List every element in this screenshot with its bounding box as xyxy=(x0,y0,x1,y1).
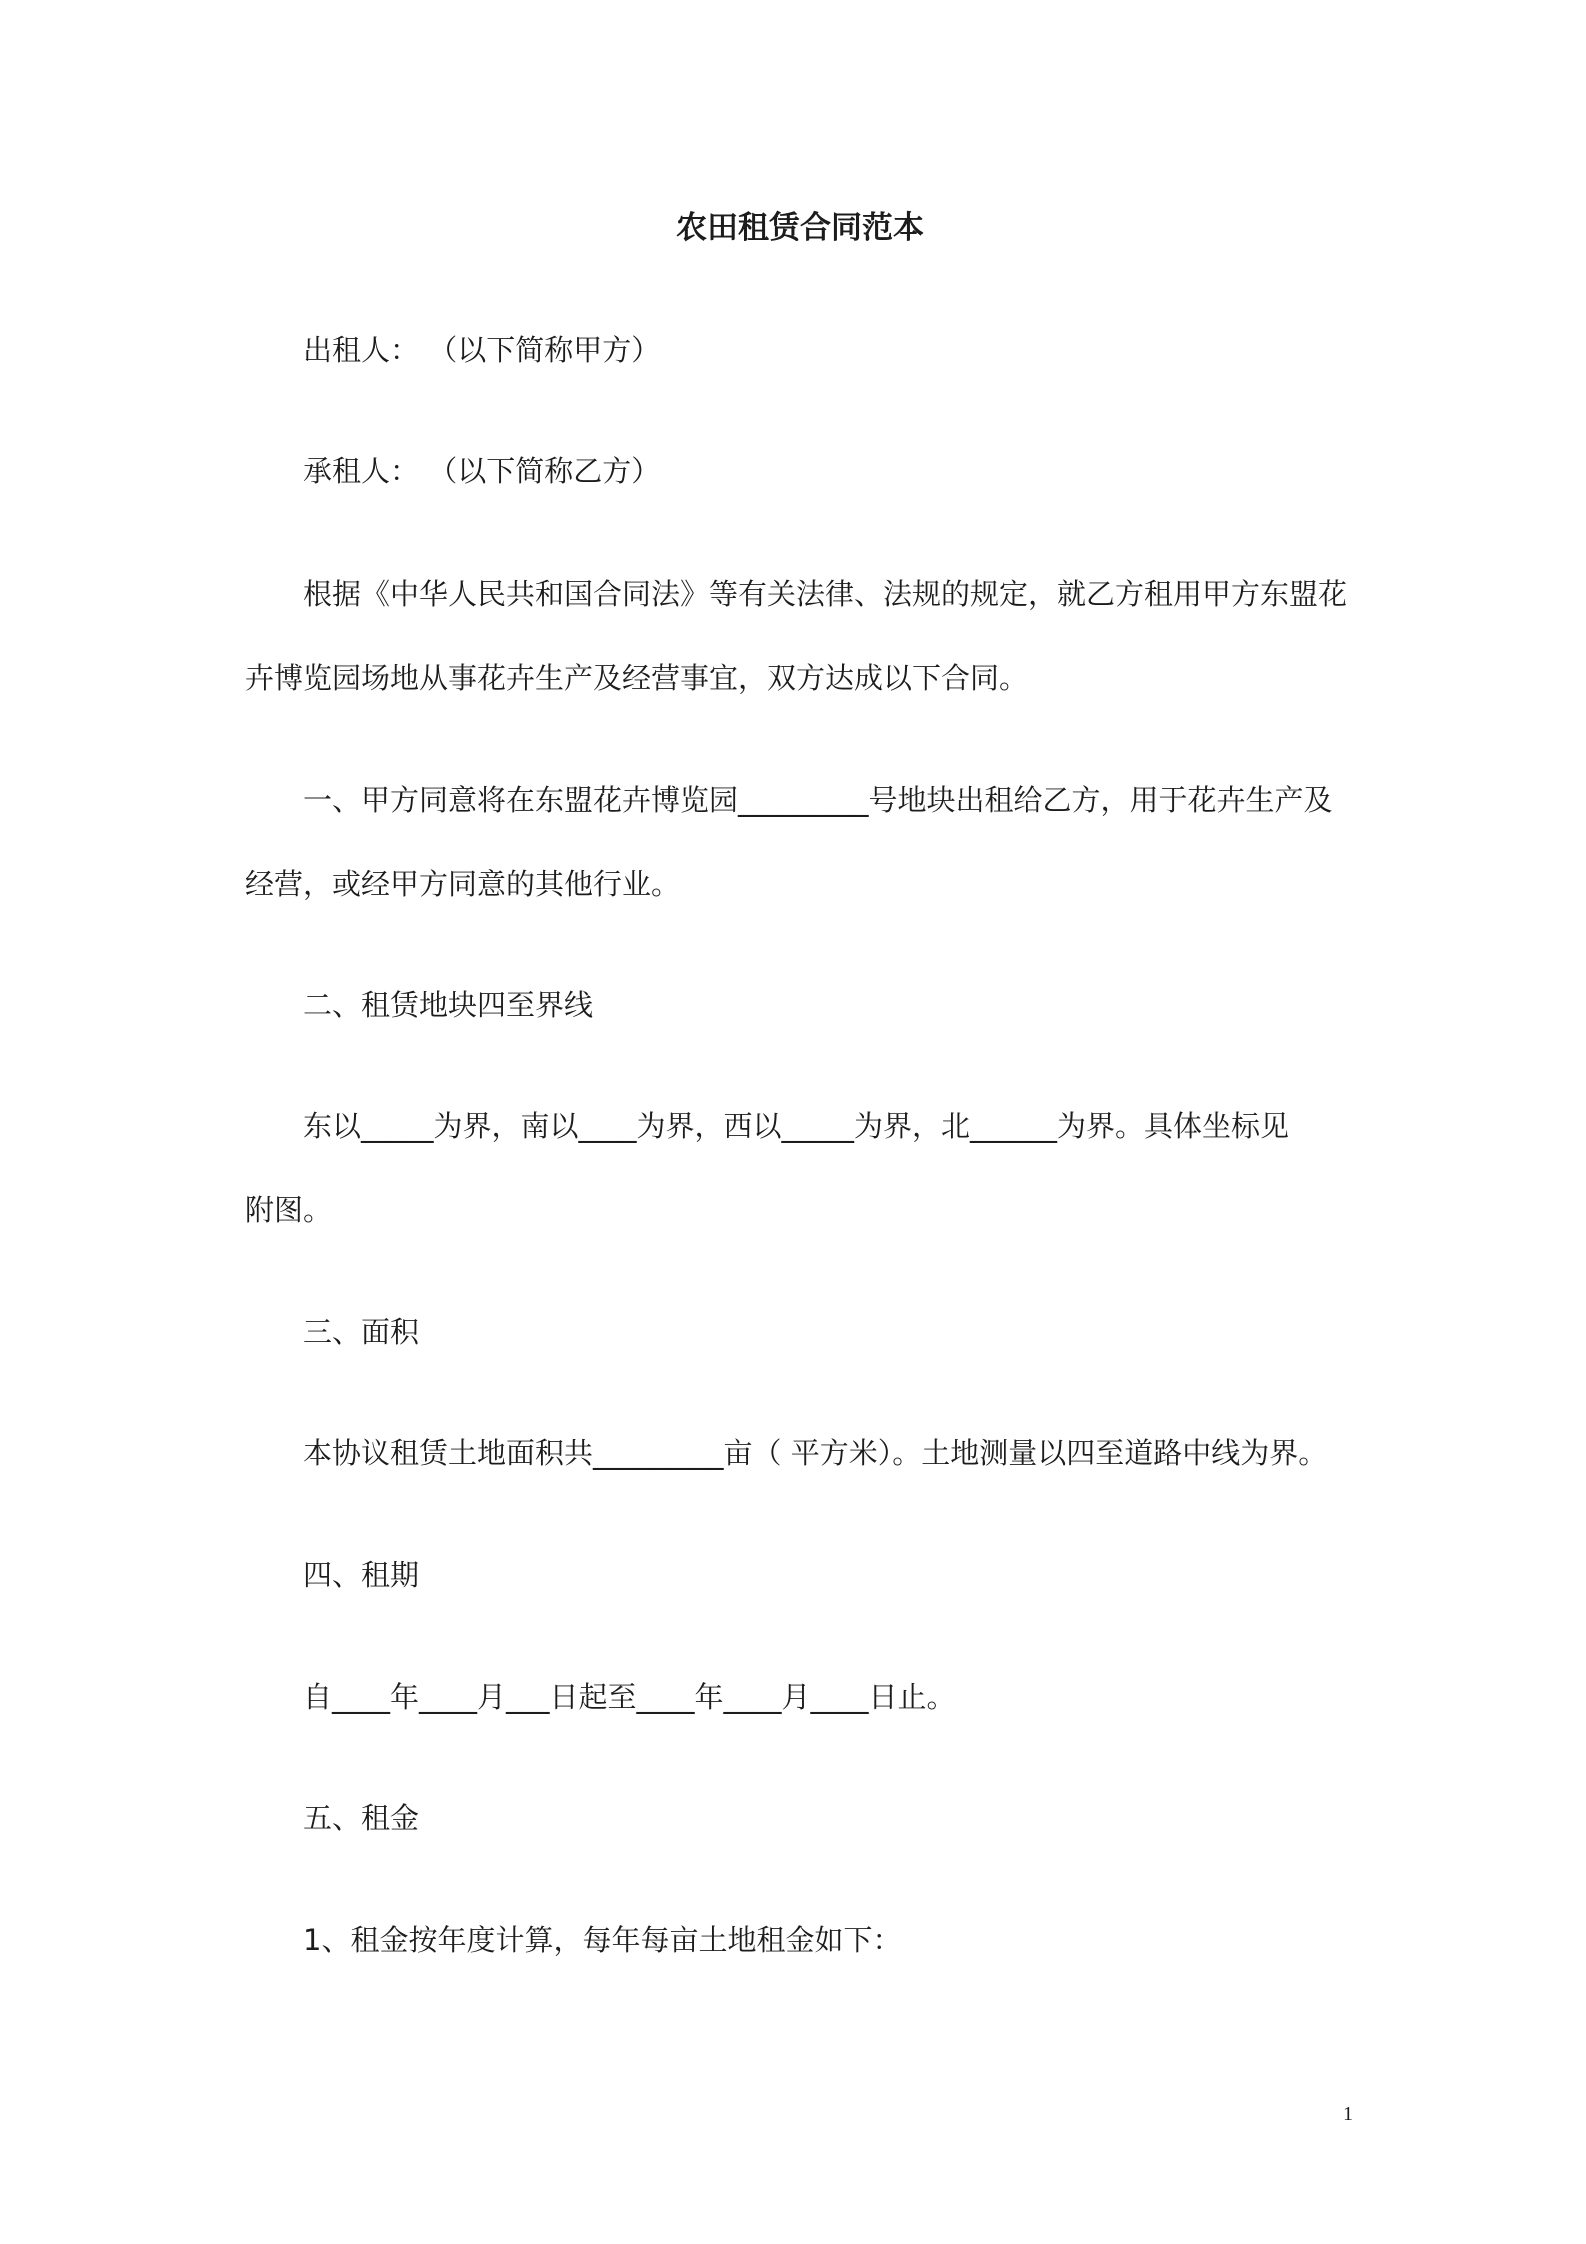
clause-1-line: 经营，或经甲方同意的其他行业。 xyxy=(245,867,681,901)
lessor-line: 出租人： （以下简称甲方） xyxy=(303,333,661,367)
clause-3-line: 本协议租赁土地面积共_________亩（ 平方米）。土地测量以四至道路中线为界。 xyxy=(303,1436,1328,1470)
clause-5-line: 1、租金按年度计算，每年每亩土地租金如下： xyxy=(303,1923,902,1957)
clause-1-line: 一、甲方同意将在东盟花卉博览园_________号地块出租给乙方，用于花卉生产及 xyxy=(303,783,1333,817)
clause-4-heading: 四、租期 xyxy=(303,1558,420,1592)
clause-2-heading: 二、租赁地块四至界线 xyxy=(303,988,594,1022)
clause-4-line: 自____年____月___日起至____年____月____日止。 xyxy=(303,1680,956,1714)
clause-2-line: 东以_____为界，南以____为界，西以_____为界，北______为界。具体坐标见 xyxy=(303,1109,1290,1143)
clause-2-line: 附图。 xyxy=(245,1193,333,1227)
lessee-line: 承租人： （以下简称乙方） xyxy=(303,454,661,488)
preamble-line: 卉博览园场地从事花卉生产及经营事宜，双方达成以下合同。 xyxy=(245,661,1029,695)
document-title: 农田租赁合同范本 xyxy=(676,210,924,246)
page-number: 1 xyxy=(1343,2103,1353,2125)
clause-5-heading: 五、租金 xyxy=(303,1801,420,1835)
preamble-line: 根据《中华人民共和国合同法》等有关法律、法规的规定，就乙方租用甲方东盟花 xyxy=(303,577,1348,611)
clause-3-heading: 三、面积 xyxy=(303,1315,420,1349)
